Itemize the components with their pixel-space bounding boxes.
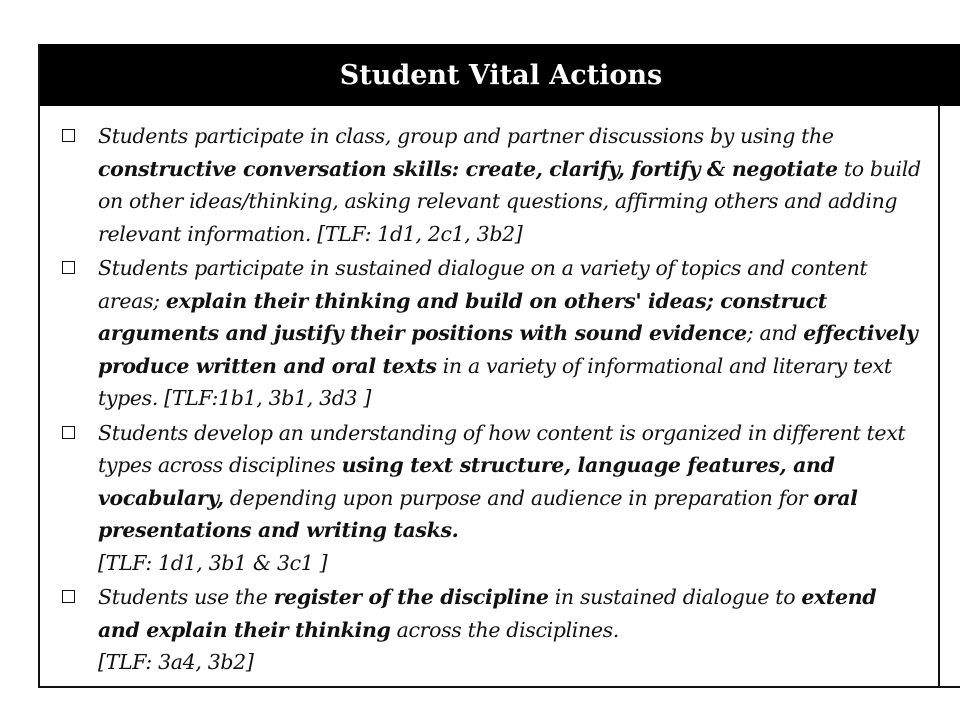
action-list: [62, 120, 922, 681]
item-text: Students participate in class, group and partner discussions by using the constructive conversation skills: create, clarify, fortify & negotiate to build on other ideas/thinking, asking relevant questions, affirming others and adding relevant information. [TLF: 1d1, 2c1, 3b2]: [98, 124, 921, 246]
item-text: Students participate in sustained dialogue on a variety of topics and content areas; explain their thinking and build on others' ideas; construct arguments and justify their positions with sound evidence; and effectively produce written and oral texts in a variety of informational and literary text types. [TLF:1b1, 3b1, 3d3 ]: [98, 256, 918, 410]
list-item: [62, 581, 922, 679]
vital-actions-table: [38, 44, 960, 688]
right-border: [938, 106, 940, 688]
table-title: Student Vital Actions: [339, 59, 663, 91]
checkbox-4[interactable]: [62, 590, 75, 603]
table-header: [40, 44, 960, 106]
bottom-border: [40, 686, 960, 688]
checkbox-3[interactable]: [62, 426, 75, 439]
item-text: Students use the register of the discipline in sustained dialogue to extend and explain their thinking across the disciplines. [TLF: 3a4, 3b2]: [98, 585, 877, 674]
item-text: Students develop an understanding of how content is organized in different text types across disciplines using text structure, language features, and vocabulary, depending upon purpose and audience in preparation for oral presentations and writing tasks. [TLF: 1d1, 3b1 & 3c1 ]: [98, 420, 906, 575]
list-item: [62, 120, 922, 250]
list-item: [62, 252, 922, 415]
checkbox-2[interactable]: [62, 261, 75, 274]
checkbox-1[interactable]: [62, 129, 75, 142]
list-item: [62, 417, 922, 580]
